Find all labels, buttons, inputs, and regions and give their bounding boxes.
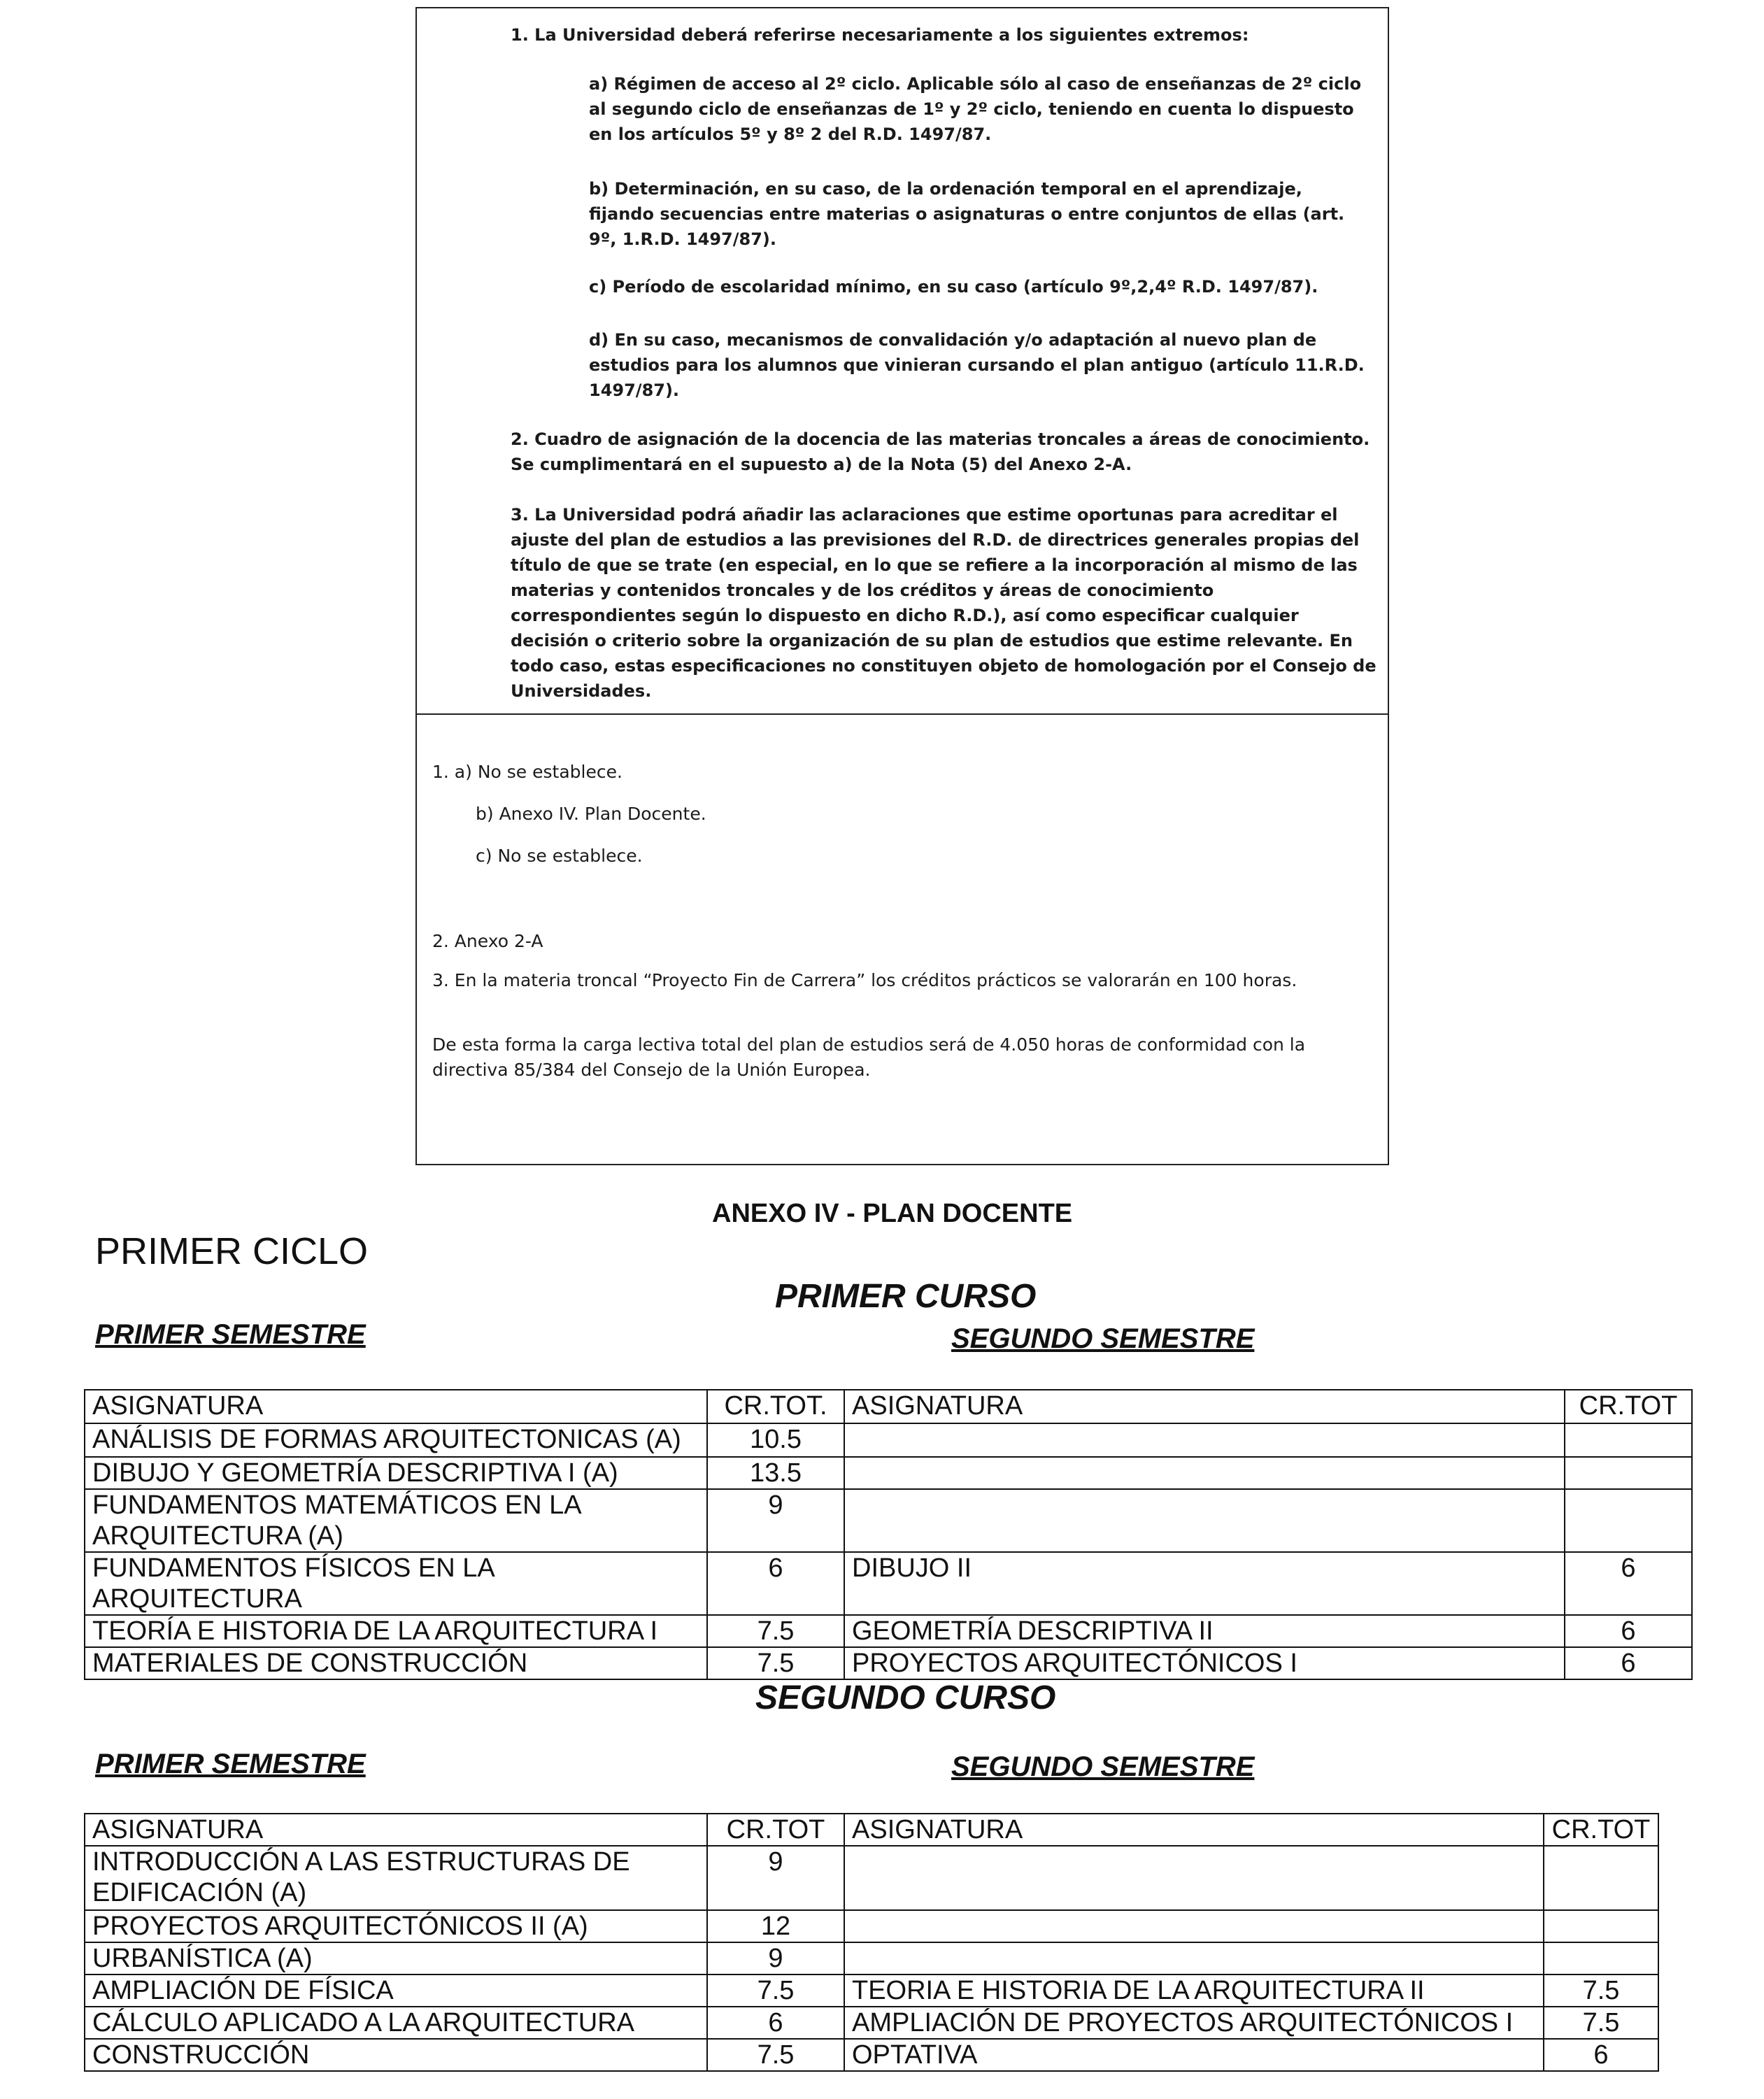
table-row: [85, 1552, 1692, 1615]
instruction-2: 2. Cuadro de asignación de la docencia de las materias troncales a áreas de conocimiento. Se cumplimentará en el supuesto a) de la Nota (5) del Anexo 2-A.: [511, 429, 1370, 474]
table-row: [85, 1975, 1658, 2007]
instruction-1d: d) En su caso, mecanismos de convalidación y/o adaptación al nuevo plan de estudios para los alumnos que vinieran cursando el plan antiguo (artículo 11.R.D. 1497/87).: [589, 330, 1365, 400]
table-row: [85, 2007, 1658, 2039]
course-2-table: [84, 1813, 1659, 2072]
subject-cell: AMPLIACIÓN DE PROYECTOS ARQUITECTÓNICOS I: [844, 2007, 1544, 2039]
credits-cell: 6: [1565, 1552, 1692, 1615]
subject-cell: PROYECTOS ARQUITECTÓNICOS I: [844, 1647, 1565, 1679]
credits-cell: 7.5: [707, 2039, 844, 2071]
table-row: [85, 1423, 1692, 1457]
subject-cell: TEORÍA E HISTORIA DE LA ARQUITECTURA I: [85, 1615, 707, 1647]
table-header-row: [85, 1390, 1692, 1423]
table-row: [85, 1846, 1658, 1910]
table-header-row: [85, 1814, 1658, 1846]
table-row: [85, 1910, 1658, 1942]
subject-cell: OPTATIVA: [844, 2039, 1544, 2071]
answer-3: 3. En la materia troncal “Proyecto Fin de Carrera” los créditos prácticos se valorarán en 100 horas.: [432, 970, 1297, 990]
course-2-title: SEGUNDO CURSO: [755, 1679, 1056, 1716]
credits-cell: 12: [707, 1910, 844, 1942]
instruction-1b: b) Determinación, en su caso, de la ordenación temporal en el aprendizaje, fijando secuencias entre materias o asignaturas o entre conjuntos de ellas (art. 9º, 1.R.D. 1497/87).: [589, 179, 1345, 249]
subject-cell: FUNDAMENTOS MATEMÁTICOS EN LA ARQUITECTURA (A): [85, 1489, 707, 1552]
header-subject-sem2: ASIGNATURA: [844, 1390, 1565, 1423]
answer-total-hours: De esta forma la carga lectiva total del plan de estudios será de 4.050 horas de conformidad con la directiva 85/384 del Consejo de la Unión Europea.: [432, 1034, 1306, 1080]
credits-cell: 6: [707, 2007, 844, 2039]
course-2-semester-2-label: SEGUNDO SEMESTRE: [951, 1751, 1255, 1782]
course-1-table: [84, 1389, 1693, 1680]
subject-cell: FUNDAMENTOS FÍSICOS EN LA ARQUITECTURA: [85, 1552, 707, 1615]
credits-cell: 9: [707, 1942, 844, 1975]
subject-cell: [844, 1942, 1544, 1975]
subject-cell: AMPLIACIÓN DE FÍSICA: [85, 1975, 707, 2007]
course-1-semester-1-label: PRIMER SEMESTRE: [95, 1319, 366, 1350]
credits-cell: 9: [707, 1489, 844, 1552]
annex-title: ANEXO IV - PLAN DOCENTE: [712, 1199, 1073, 1228]
header-subject-sem1: ASIGNATURA: [85, 1390, 707, 1423]
instruction-1: 1. La Universidad deberá referirse necesariamente a los siguientes extremos:: [511, 25, 1249, 45]
subject-cell: [844, 1423, 1565, 1457]
answer-1c: c) No se establece.: [476, 846, 643, 866]
credits-cell: [1565, 1489, 1692, 1552]
cycle-title: PRIMER CICLO: [95, 1230, 369, 1272]
credits-cell: [1565, 1423, 1692, 1457]
credits-cell: 9: [707, 1846, 844, 1910]
subject-cell: MATERIALES DE CONSTRUCCIÓN: [85, 1647, 707, 1679]
subject-cell: URBANÍSTICA (A): [85, 1942, 707, 1975]
table-row: [85, 2039, 1658, 2071]
credits-cell: 6: [1565, 1647, 1692, 1679]
subject-cell: [844, 1910, 1544, 1942]
header-credits-sem1: CR.TOT: [707, 1814, 844, 1846]
subject-cell: TEORIA E HISTORIA DE LA ARQUITECTURA II: [844, 1975, 1544, 2007]
credits-cell: 6: [1565, 1615, 1692, 1647]
table-row: [85, 1647, 1692, 1679]
subject-cell: [844, 1457, 1565, 1489]
answer-1b: b) Anexo IV. Plan Docente.: [476, 804, 706, 824]
subject-cell: DIBUJO Y GEOMETRÍA DESCRIPTIVA I (A): [85, 1457, 707, 1489]
header-subject-sem2: ASIGNATURA: [844, 1814, 1544, 1846]
course-1-title: PRIMER CURSO: [775, 1278, 1037, 1315]
table-row: [85, 1942, 1658, 1975]
credits-cell: 6: [707, 1552, 844, 1615]
subject-cell: INTRODUCCIÓN A LAS ESTRUCTURAS DE EDIFICACIÓN (A): [85, 1846, 707, 1910]
subject-cell: [844, 1846, 1544, 1910]
subject-cell: [844, 1489, 1565, 1552]
credits-cell: [1544, 1942, 1658, 1975]
notes-box: [415, 7, 1389, 1165]
credits-cell: 10.5: [707, 1423, 844, 1457]
subject-cell: ANÁLISIS DE FORMAS ARQUITECTONICAS (A): [85, 1423, 707, 1457]
credits-cell: 7.5: [1544, 2007, 1658, 2039]
credits-cell: [1544, 1910, 1658, 1942]
table-row: [85, 1457, 1692, 1489]
subject-cell: PROYECTOS ARQUITECTÓNICOS II (A): [85, 1910, 707, 1942]
credits-cell: 13.5: [707, 1457, 844, 1489]
instruction-3: 3. La Universidad podrá añadir las aclaraciones que estime oportunas para acreditar el ajuste del plan de estudios a las previsiones del R.D. de directrices generales propias del título de que se trate (en especial, en lo que se refiere a la incorporación al mismo de las materias y contenidos troncales y de los créditos y áreas de conocimiento correspondientes según lo dispuesto en dicho R.D.), así como especificar cualquier decisión o criterio sobre la organización de su plan de estudios que estime relevante. En todo caso, estas especificaciones no constituyen objeto de homologación por el Consejo de Universidades.: [511, 505, 1377, 701]
subject-cell: GEOMETRÍA DESCRIPTIVA II: [844, 1615, 1565, 1647]
subject-cell: DIBUJO II: [844, 1552, 1565, 1615]
table-row: [85, 1489, 1692, 1552]
answer-1a: 1. a) No se establece.: [432, 762, 623, 782]
credits-cell: 7.5: [707, 1615, 844, 1647]
header-credits-sem2: CR.TOT: [1565, 1390, 1692, 1423]
header-subject-sem1: ASIGNATURA: [85, 1814, 707, 1846]
header-credits-sem2: CR.TOT: [1544, 1814, 1658, 1846]
credits-cell: 7.5: [707, 1975, 844, 2007]
credits-cell: [1544, 1846, 1658, 1910]
table-row: [85, 1615, 1692, 1647]
credits-cell: [1565, 1457, 1692, 1489]
instruction-1a: a) Régimen de acceso al 2º ciclo. Aplicable sólo al caso de enseñanzas de 2º ciclo al segundo ciclo de enseñanzas de 1º y 2º ciclo, teniendo en cuenta lo dispuesto en los artículos 5º y 8º 2 del R.D. 1497/87.: [589, 74, 1362, 144]
credits-cell: 6: [1544, 2039, 1658, 2071]
credits-cell: 7.5: [1544, 1975, 1658, 2007]
header-credits-sem1: CR.TOT.: [707, 1390, 844, 1423]
answer-2: 2. Anexo 2-A: [432, 931, 543, 951]
subject-cell: CÁLCULO APLICADO A LA ARQUITECTURA: [85, 2007, 707, 2039]
course-1-semester-2-label: SEGUNDO SEMESTRE: [951, 1323, 1255, 1354]
notes-divider: [417, 713, 1388, 715]
subject-cell: CONSTRUCCIÓN: [85, 2039, 707, 2071]
course-2-semester-1-label: PRIMER SEMESTRE: [95, 1749, 366, 1779]
instruction-1c: c) Período de escolaridad mínimo, en su caso (artículo 9º,2,4º R.D. 1497/87).: [589, 277, 1318, 297]
credits-cell: 7.5: [707, 1647, 844, 1679]
